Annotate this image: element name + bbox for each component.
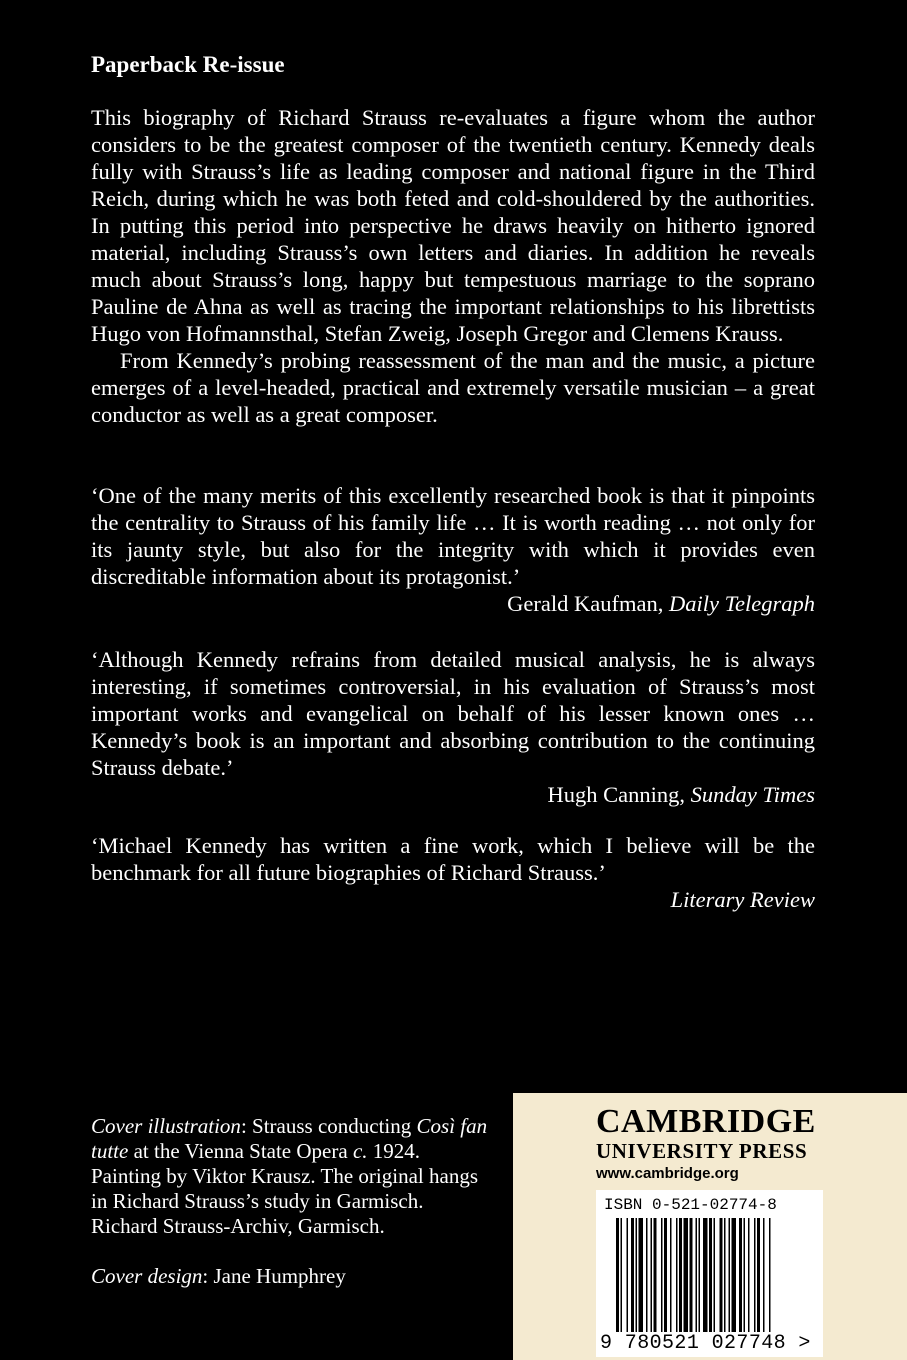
design-credit (91, 1264, 491, 1289)
cover-credits (91, 1114, 491, 1289)
review-attribution (91, 781, 815, 808)
barcode-bar (651, 1218, 653, 1332)
section-heading: Paperback Re-issue (91, 52, 285, 77)
isbn-number: ISBN 0-521-02774-8 (604, 1196, 777, 1214)
publisher-logo: CAMBRIDGE (596, 1103, 816, 1140)
review-quote: ‘One of the many merits of this excellently researched book is that it pinpoints the centrality to Strauss of his family life … It is worth reading … not only for its jaunty style, but also for the integrity with which it provides even discreditable information about its protagonist.’ (91, 483, 815, 589)
barcode-bar (679, 1218, 682, 1332)
review-3 (91, 832, 815, 913)
barcode-bars-icon (602, 1218, 817, 1332)
barcode-bar (646, 1218, 648, 1332)
barcode-bar (636, 1218, 638, 1332)
barcode-bar (739, 1218, 742, 1332)
barcode-bar (664, 1218, 667, 1332)
barcode-bar (631, 1218, 634, 1332)
barcode-bar (703, 1218, 708, 1332)
barcode-bar (616, 1218, 619, 1332)
publisher-panel (513, 1093, 907, 1360)
barcode-bar (699, 1218, 701, 1332)
designer-name: : Jane Humphrey (202, 1264, 346, 1288)
review-quote: ‘Michael Kennedy has written a fine work, which I believe will be the benchmark for all future biographies of Richard Strauss.’ (91, 833, 815, 885)
ean-number: 9 780521 027748 > (600, 1332, 811, 1355)
illustration-text: 1924. Painting by Viktor Krausz. The original hangs in Richard Strauss’s study in Garmisch. Richard Strauss-Archiv, Garmisch. (91, 1139, 478, 1238)
barcode-bar (729, 1218, 731, 1332)
barcode-bar (670, 1218, 672, 1332)
barcode-bar (714, 1218, 716, 1332)
barcode-bar (661, 1218, 663, 1332)
barcode-bar (757, 1218, 760, 1332)
publisher-logo-subtitle: UNIVERSITY PRESS (596, 1139, 808, 1163)
book-description (91, 104, 815, 428)
review-1 (91, 482, 815, 617)
barcode-bar (709, 1218, 712, 1332)
review-source: Literary Review (670, 887, 815, 912)
review-source: Daily Telegraph (668, 591, 815, 616)
barcode-bar (690, 1218, 693, 1332)
illustration-label: Cover illustration (91, 1114, 241, 1138)
barcode-bar (639, 1218, 644, 1332)
barcode-bar (676, 1218, 678, 1332)
barcode-bar (748, 1218, 750, 1332)
illustration-text: at the Vienna State Opera (128, 1139, 353, 1163)
review-source: Sunday Times (690, 782, 815, 807)
barcode (596, 1190, 823, 1357)
publisher-url: www.cambridge.org (596, 1165, 739, 1182)
illustration-text: : Strauss conducting (240, 1114, 417, 1138)
design-label: Cover design (91, 1264, 203, 1288)
barcode-bar (621, 1218, 623, 1332)
barcode-bar (654, 1218, 657, 1332)
description-paragraph-2: From Kennedy’s probing reassessment of the man and the music, a picture emerges of a level-headed, practical and extremely versatile musician – a great conductor as well as a great composer. (91, 348, 815, 427)
barcode-bar (724, 1218, 726, 1332)
barcode-bar (696, 1218, 698, 1332)
description-paragraph-1: This biography of Richard Strauss re-evaluates a figure whom the author considers to be the greatest composer of the twentieth century. Kennedy deals fully with Strauss’s life as leading composer and national figure in the Third Reich, during which he was both feted and cold-shouldered by the authorities. In putting this period into perspective he draws heavily on hitherto ignored material, including Strauss’s own letters and diaries. In addition he reveals much about Strauss’s long, happy but tempestuous marriage to the soprano Pauline de Ahna as well as tracing the important relationships to his librettists Hugo von Hofmannsthal, Stefan Zweig, Joseph Gregor and Clemens Krauss. (91, 105, 815, 346)
barcode-bar (732, 1218, 737, 1332)
barcode-bar (763, 1218, 765, 1332)
circa-abbrev: c. (352, 1139, 368, 1163)
barcode-bar (720, 1218, 723, 1332)
barcode-bar (744, 1218, 746, 1332)
review-author: Gerald Kaufman, (507, 591, 669, 616)
barcode-bar (627, 1218, 629, 1332)
barcode-bar (684, 1218, 689, 1332)
review-attribution (91, 590, 815, 617)
review-quote: ‘Although Kennedy refrains from detailed musical analysis, he is always interesting, if sometimes controversial, in his evaluation of Strauss’s most important works and evangelical on behalf of his lesser known ones … Kennedy’s book is an important and absorbing contribution to the continuing Strauss debate.’ (91, 647, 815, 780)
review-attribution (91, 886, 815, 913)
review-2 (91, 646, 815, 808)
opera-title: Così fan tutte (91, 1114, 488, 1163)
barcode-bar (754, 1218, 756, 1332)
review-author: Hugh Canning, (547, 782, 691, 807)
barcode-bar (769, 1218, 771, 1332)
illustration-credit (91, 1114, 491, 1239)
